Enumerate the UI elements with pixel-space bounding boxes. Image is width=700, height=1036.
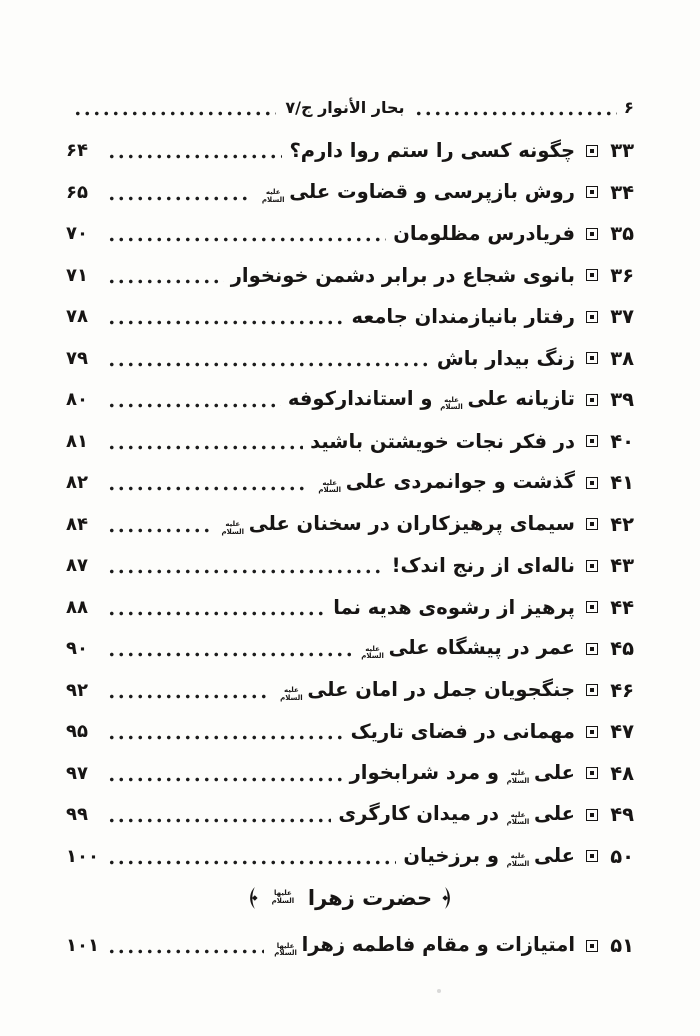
dot-leader <box>107 949 264 954</box>
dot-leader <box>107 611 326 616</box>
entry-title-text: جنگجویان جمل در امان علی <box>307 677 575 701</box>
toc-entry <box>66 670 634 712</box>
entry-title-text: علی <box>533 760 575 784</box>
entry-title <box>258 180 575 205</box>
entry-title <box>392 554 575 577</box>
toc-entry <box>66 421 634 463</box>
honorific-seal: علیه السلام <box>280 686 303 702</box>
entry-number: ۳۳ <box>610 139 634 163</box>
bullet-square-icon <box>586 186 598 198</box>
bullet-square-icon <box>586 850 598 862</box>
bullet-square-icon <box>586 352 598 364</box>
dot-leader <box>107 486 308 491</box>
dot-leader <box>107 320 345 325</box>
entry-title-text: امتیازات و مقام فاطمه زهرا <box>301 933 575 957</box>
entry-title-text: فریادرس مظلومان <box>393 222 575 246</box>
entry-number: ۳۸ <box>610 346 634 370</box>
page-content <box>66 90 634 967</box>
dot-leader <box>107 196 251 201</box>
bullet-inner-square <box>590 356 594 360</box>
entry-number: ۴۴ <box>610 595 634 619</box>
dot-leader <box>73 111 276 116</box>
entry-title-text: و مرد شرابخوار <box>349 760 499 784</box>
entry-number: ۳۶ <box>610 263 634 287</box>
entry-page-number: ۹۹ <box>66 804 88 826</box>
bullet-square-icon <box>586 269 598 281</box>
entry-number: ۳۴ <box>610 180 634 204</box>
toc-entry <box>66 711 634 753</box>
bullet-square-icon <box>586 560 598 572</box>
entry-number: ۴۳ <box>610 554 634 578</box>
entry-number: ۵۰ <box>610 844 634 868</box>
bullet-inner-square <box>590 481 594 485</box>
bullet-inner-square <box>590 813 594 817</box>
bullet-inner-square <box>590 439 594 443</box>
toc-entry-list <box>66 130 634 877</box>
dot-leader <box>107 694 269 699</box>
bullet-inner-square <box>590 605 594 609</box>
entry-number: ۳۹ <box>610 388 634 412</box>
bullet-square-icon <box>586 228 598 240</box>
bullet-inner-square <box>590 273 594 277</box>
toc-entry <box>66 213 634 255</box>
entry-title <box>350 761 575 786</box>
bullet-square-icon <box>586 726 598 738</box>
bullet-inner-square <box>590 730 594 734</box>
entry-title-text: بانوی شجاع در برابر دشمن خونخوار <box>230 263 575 287</box>
entry-title-text: ناله‌ای از رنج اندک! <box>391 554 575 578</box>
entry-page-number: ۱۰۱ <box>66 935 99 957</box>
honorific-seal: علیها السلام <box>271 889 295 905</box>
bullet-square-icon <box>586 940 598 952</box>
entry-title <box>351 720 575 743</box>
dot-leader <box>107 860 396 865</box>
bullet-inner-square <box>590 944 594 948</box>
dot-leader <box>107 652 351 657</box>
running-head <box>66 90 634 124</box>
entry-title <box>276 678 575 703</box>
floral-bracket-icon <box>247 886 259 910</box>
entry-page-number: ۸۱ <box>66 430 88 452</box>
bullet-inner-square <box>590 232 594 236</box>
bullet-square-icon <box>586 145 598 157</box>
entry-title-text: در فکر نجات خویشتن باشید <box>310 429 575 453</box>
dot-leader <box>107 237 386 242</box>
entry-page-number: ۸۰ <box>66 389 88 411</box>
toc-entry <box>66 379 634 421</box>
dot-leader <box>107 279 224 284</box>
entry-number: ۴۵ <box>610 637 634 661</box>
entry-page-number: ۱۰۰ <box>66 845 99 867</box>
entry-number: ۴۷ <box>610 720 634 744</box>
entry-title <box>315 470 575 495</box>
floral-bracket-icon <box>441 886 453 910</box>
book-title: بحار الأنوار ج/۷ <box>285 97 405 117</box>
section-heading <box>66 877 634 919</box>
entry-number: ۴۸ <box>610 761 634 785</box>
entry-page-number: ۷۰ <box>66 223 88 245</box>
honorific-seal: علیه السلام <box>221 520 245 536</box>
bullet-square-icon <box>586 684 598 696</box>
bullet-square-icon <box>586 518 598 530</box>
dot-leader <box>107 569 385 574</box>
entry-title-text: علی <box>533 843 575 867</box>
entry-number: ۵۱ <box>610 934 634 958</box>
honorific-seal: علیه السلام <box>506 769 530 785</box>
entry-title <box>393 222 575 245</box>
bullet-square-icon <box>586 435 598 447</box>
entry-page-number: ۸۲ <box>66 472 88 494</box>
entry-number: ۳۵ <box>610 222 634 246</box>
toc-entry <box>66 504 634 546</box>
bullet-inner-square <box>590 854 594 858</box>
toc-entry <box>66 296 634 338</box>
bullet-inner-square <box>590 149 594 153</box>
bullet-square-icon <box>586 809 598 821</box>
toc-entry <box>66 172 634 214</box>
entry-page-number: ۶۴ <box>66 140 88 162</box>
bullet-inner-square <box>590 315 594 319</box>
toc-entry <box>66 338 634 380</box>
entry-title <box>310 430 575 453</box>
entry-page-number: ۷۱ <box>66 264 88 286</box>
bullet-inner-square <box>590 522 594 526</box>
toc-entry <box>66 794 634 836</box>
dot-leader <box>414 111 617 116</box>
entry-number: ۴۲ <box>610 512 634 536</box>
entry-page-number: ۹۷ <box>66 762 88 784</box>
toc-entry <box>66 628 634 670</box>
entry-title <box>352 305 575 328</box>
honorific-seal: علیه السلام <box>318 478 341 495</box>
entry-title <box>218 512 575 537</box>
entry-title <box>338 802 575 827</box>
entry-title <box>231 264 575 287</box>
dot-leader <box>107 154 282 159</box>
honorific-seal: علیه السلام <box>361 644 384 661</box>
honorific-seal: علیه السلام <box>506 810 530 827</box>
bullet-inner-square <box>590 647 594 651</box>
dot-leader <box>107 528 211 533</box>
bullet-square-icon <box>586 767 598 779</box>
honorific-seal: علیه السلام <box>506 852 530 868</box>
entry-title-text: پرهیز از رشوه‌ی هدیه نما <box>333 595 575 619</box>
entry-page-number: ۸۷ <box>66 555 88 577</box>
entry-title-text: زنگ بیدار باش <box>436 346 575 370</box>
entry-number: ۴۶ <box>610 678 634 702</box>
toc-entry-list <box>66 925 634 967</box>
bullet-inner-square <box>590 398 594 402</box>
honorific-seal: علیه السلام <box>261 188 285 204</box>
dot-leader <box>107 403 281 408</box>
entry-title <box>288 387 575 412</box>
toc-entry <box>66 545 634 587</box>
entry-page-number: ۶۵ <box>66 181 88 203</box>
bullet-inner-square <box>590 771 594 775</box>
toc-entry <box>66 255 634 297</box>
header-page-number: ۶ <box>623 97 634 117</box>
entry-page-number: ۹۲ <box>66 679 88 701</box>
bullet-square-icon <box>586 311 598 323</box>
entry-number: ۳۷ <box>610 305 634 329</box>
entry-page-number: ۹۵ <box>66 721 88 743</box>
toc-entry <box>66 462 634 504</box>
entry-title-text: چگونه کسی را ستم روا دارم؟ <box>289 139 575 163</box>
entry-page-number: ۸۴ <box>66 513 88 535</box>
toc-entry <box>66 587 634 629</box>
entry-number: ۴۰ <box>610 429 634 453</box>
toc-entry <box>66 130 634 172</box>
entry-title-text: و استاندارکوفه <box>287 387 433 411</box>
honorific-seal: علیها السلام <box>274 941 297 958</box>
bullet-square-icon <box>586 477 598 489</box>
bullet-inner-square <box>590 190 594 194</box>
entry-title-text: گذشت و جوانمردی علی <box>345 470 575 494</box>
entry-title-text: مهمانی در فضای تاریک <box>350 720 575 744</box>
entry-title <box>358 636 575 661</box>
entry-number: ۴۱ <box>610 471 634 495</box>
entry-title <box>437 347 575 370</box>
entry-title-text: علی <box>533 802 575 826</box>
entry-title <box>403 844 575 869</box>
entry-title-text: در میدان کارگری <box>338 802 499 826</box>
bullet-square-icon <box>586 601 598 613</box>
entry-title <box>333 596 575 619</box>
toc-entry <box>66 925 634 967</box>
entry-title <box>271 933 575 958</box>
entry-title-text: عمر در پیشگاه علی <box>388 636 575 660</box>
entry-page-number: ۷۹ <box>66 347 88 369</box>
bullet-inner-square <box>590 564 594 568</box>
dot-leader <box>107 777 343 782</box>
entry-page-number: ۷۸ <box>66 306 88 328</box>
entry-title <box>289 139 575 162</box>
entry-title-text: سیمای پرهیزکاران در سخنان علی <box>248 511 575 535</box>
dot-leader <box>107 362 430 367</box>
bullet-inner-square <box>590 688 594 692</box>
entry-page-number: ۸۸ <box>66 596 88 618</box>
dot-leader <box>107 445 303 450</box>
scan-artifact-speck <box>437 989 441 993</box>
bullet-square-icon <box>586 643 598 655</box>
entry-page-number: ۹۰ <box>66 638 88 660</box>
dot-leader <box>107 818 331 823</box>
entry-title-text: و برزخیان <box>403 843 499 867</box>
entry-title-text: رفتار بانیازمندان جامعه <box>351 305 575 329</box>
entry-number: ۴۹ <box>610 803 634 827</box>
toc-entry <box>66 753 634 795</box>
honorific-seal: علیه السلام <box>440 395 463 412</box>
entry-title-text: روش بازپرسی و قضاوت علی <box>289 179 575 203</box>
section-heading-text: حضرت زهرا <box>307 886 433 910</box>
entry-title-text: تازیانه علی <box>467 387 575 411</box>
bullet-square-icon <box>586 394 598 406</box>
toc-entry <box>66 836 634 878</box>
dot-leader <box>107 735 344 740</box>
